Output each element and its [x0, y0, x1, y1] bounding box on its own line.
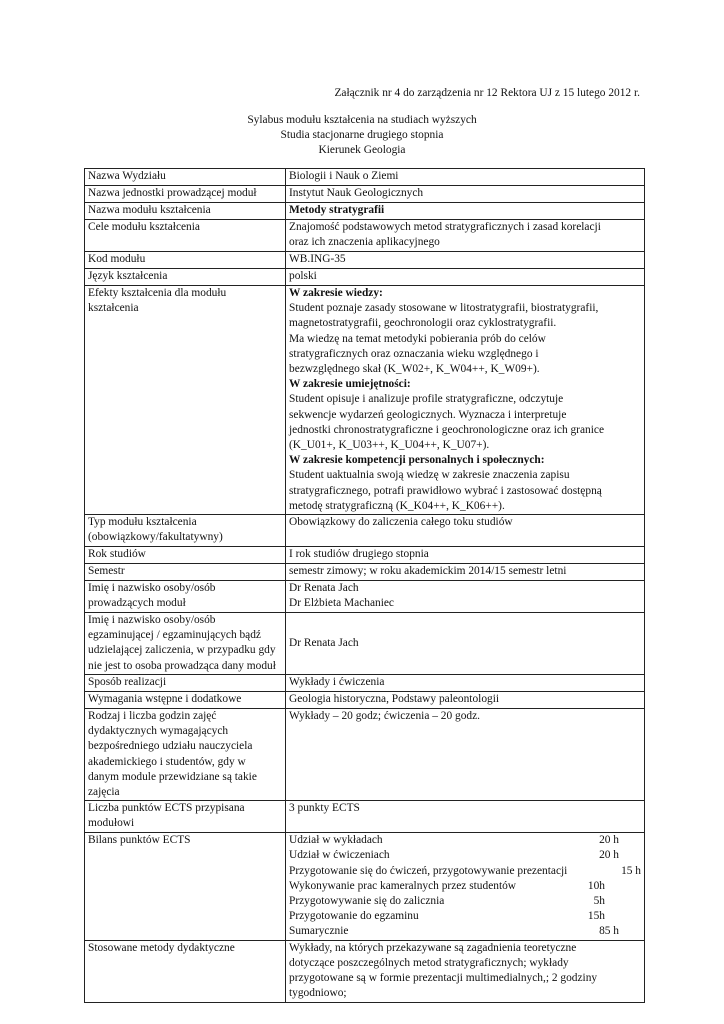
label-line: dydaktycznych wymagających: [88, 725, 229, 738]
row-label: Język kształcenia: [85, 269, 286, 286]
row-value: semestr zimowy; w roku akademickim 2014/15 semestr letni: [286, 564, 645, 581]
annex-note: Załącznik nr 4 do zarządzenia nr 12 Rektora UJ z 15 lutego 2012 r.: [334, 87, 640, 99]
row-label: Nazwa jednostki prowadzącej moduł: [85, 186, 286, 203]
table-row: [85, 203, 645, 220]
table-row: [85, 675, 645, 692]
table-row: [85, 547, 645, 564]
ects-item-name: Udział w wykładach: [289, 834, 383, 847]
ects-item-name: Przygotowanie się do ćwiczeń, przygotowywanie prezentacji: [289, 864, 568, 877]
row-value: [286, 940, 645, 1002]
row-value: Wykłady – 20 godz; ćwiczenia – 20 godz.: [286, 709, 645, 801]
table-row: [85, 940, 645, 1002]
value-line: Wykłady, na których przekazywane są zagadnienia teoretyczne: [289, 941, 577, 954]
row-value: polski: [286, 269, 645, 286]
value-line: Student uaktualnia swoją wiedzę w zakresie znaczenia zapisu: [289, 469, 570, 482]
heading-line: Kierunek Geologia: [318, 143, 406, 156]
label-line: udzielającej zaliczenia, w przypadku gdy: [88, 644, 276, 657]
ects-item-hours: 20 h: [599, 849, 619, 862]
row-label: Kod modułu: [85, 252, 286, 269]
value-line: stratygraficznego, potrafi prawidłowo wybrać i zastosować dostępną: [289, 484, 602, 497]
ects-item: [289, 909, 641, 924]
label-line: kształcenia: [88, 302, 139, 315]
label-line: zajęcia: [88, 786, 120, 799]
ects-item-name: Przygotowywanie się do zalicznia: [289, 895, 445, 908]
label-line: bezpośredniego udziału nauczyciela: [88, 740, 253, 753]
section-heading: W zakresie wiedzy:: [289, 287, 383, 299]
syllabus-table: [84, 168, 645, 1003]
value-line: przygotowane są w formie prezentacji multimedialnych,; 2 godziny: [289, 972, 598, 985]
ects-item-hours: 15h: [587, 910, 605, 923]
section-heading: W zakresie kompetencji personalnych i społecznych:: [289, 454, 545, 467]
heading-line: Sylabus modułu kształcenia na studiach wyższych: [247, 114, 477, 126]
document-heading: [0, 113, 724, 157]
learning-outcomes-value: [286, 286, 645, 515]
ects-item-hours: 20 h: [599, 834, 619, 847]
label-line: akademickiego i studentów, gdy w: [88, 755, 246, 768]
table-row: [85, 833, 645, 940]
label-line: egzaminującej / egzaminujących bądź: [88, 629, 261, 642]
label-line: Rodzaj i liczba godzin zajęć: [88, 710, 217, 723]
value-line: stratygraficznych oraz oznaczania wieku względnego i: [289, 347, 539, 360]
label-line: Liczba punktów ECTS przypisana: [88, 802, 245, 815]
row-label: [85, 709, 286, 801]
row-label: Rok studiów: [85, 547, 286, 564]
value-line: dotyczące poszczególnych metod stratygraficznych; wykłady: [289, 956, 569, 969]
section-heading: W zakresie umiejętności:: [289, 378, 411, 391]
row-label: Nazwa modułu kształcenia: [85, 203, 286, 220]
row-label: Nazwa Wydziału: [85, 169, 286, 186]
ects-item: [289, 864, 641, 879]
row-value: I rok studiów drugiego stopnia: [286, 547, 645, 564]
ects-item: [289, 894, 641, 909]
value-line: Dr Elżbieta Machaniec: [289, 597, 394, 610]
label-line: (obowiązkowy/fakultatywny): [88, 531, 223, 544]
module-name-value: Metody stratygrafii: [286, 203, 645, 220]
value-line: magnetostratygrafii, geochronologii oraz cyklostratygrafii.: [289, 317, 557, 330]
label-line: Imię i nazwisko osoby/osób: [88, 582, 216, 595]
ects-item-hours: 85 h: [599, 925, 619, 938]
table-row: [85, 169, 645, 186]
row-label: Bilans punktów ECTS: [85, 833, 286, 940]
table-row: [85, 709, 645, 801]
row-label: [85, 581, 286, 613]
table-row: [85, 692, 645, 709]
table-row: [85, 220, 645, 252]
row-value: Biologii i Nauk o Ziemi: [286, 169, 645, 186]
ects-item-hours: 5h: [593, 895, 605, 908]
row-label: Cele modułu kształcenia: [85, 220, 286, 252]
label-line: Imię i nazwisko osoby/osób: [88, 614, 216, 627]
table-row: [85, 515, 645, 547]
ects-item-name: Wykonywanie prac kameralnych przez studentów: [289, 879, 517, 892]
value-line: Ma wiedzę na temat metodyki pobierania prób do celów: [289, 332, 546, 345]
table-row: [85, 564, 645, 581]
table-row: [85, 613, 645, 675]
value-line: Student poznaje zasady stosowane w litostratygrafii, biostratygrafii,: [289, 302, 599, 315]
ects-balance-value: [286, 833, 645, 940]
heading-line: Studia stacjonarne drugiego stopnia: [280, 128, 444, 141]
ects-item: [289, 879, 641, 894]
label-line: danym module przewidziane są takie: [88, 770, 257, 783]
ects-item-hours: 15 h: [621, 864, 641, 877]
ects-item-name: Udział w ćwiczeniach: [289, 849, 390, 862]
value-line: Znajomość podstawowych metod stratygraficznych i zasad korelacji: [289, 221, 601, 233]
ects-item: [289, 833, 641, 848]
row-value: WB.ING-35: [286, 252, 645, 269]
value-line: metodę stratygraficzną (K_K04++, K_K06++).: [289, 499, 505, 512]
table-row: [85, 581, 645, 613]
value-line: bezwzględnego skał (K_W02+, K_W04++, K_W09+).: [289, 363, 540, 376]
row-label: [85, 286, 286, 515]
row-value: Obowiązkowy do zaliczenia całego toku studiów: [286, 515, 645, 547]
value-line: sekwencje wydarzeń geologicznych. Wyznacza i interpretuje: [289, 408, 567, 421]
row-label: Semestr: [85, 564, 286, 581]
table-row: [85, 286, 645, 515]
value-line: oraz ich znaczenia aplikacyjnego: [289, 236, 440, 249]
table-row: [85, 252, 645, 269]
row-label: Wymagania wstępne i dodatkowe: [85, 692, 286, 709]
table-row: [85, 269, 645, 286]
row-value: Geologia historyczna, Podstawy paleontologii: [286, 692, 645, 709]
ects-item-name: Sumarycznie: [289, 925, 349, 938]
row-value: Dr Renata Jach: [286, 613, 645, 675]
value-line: Student opisuje i analizuje profile stratygraficzne, odczytuje: [289, 393, 564, 406]
row-label: [85, 515, 286, 547]
row-label: [85, 613, 286, 675]
table-row: [85, 186, 645, 203]
row-value: Instytut Nauk Geologicznych: [286, 186, 645, 203]
label-line: prowadzących moduł: [88, 597, 186, 610]
label-line: nie jest to osoba prowadząca dany moduł: [88, 659, 276, 672]
value-line: Dr Renata Jach: [289, 582, 359, 595]
label-line: modułowi: [88, 817, 135, 830]
table-row: [85, 801, 645, 833]
ects-item-hours: 10h: [587, 879, 605, 892]
row-value: 3 punkty ECTS: [286, 801, 645, 833]
label-line: Efekty kształcenia dla modułu: [88, 287, 227, 299]
value-line: jednostki chronostratygraficzne i geochronologiczne oraz ich granice: [289, 423, 605, 436]
ects-item-name: Przygotowanie do egzaminu: [289, 910, 419, 923]
row-value: Wykłady i ćwiczenia: [286, 675, 645, 692]
label-line: Typ modułu kształcenia: [88, 516, 197, 529]
value-line: (K_U01+, K_U03++, K_U04++, K_U07+).: [289, 439, 490, 452]
value-line: tygodniowo;: [289, 987, 347, 1000]
ects-item: [289, 924, 641, 939]
row-label: Sposób realizacji: [85, 675, 286, 692]
ects-item: [289, 848, 641, 863]
row-label: [85, 801, 286, 833]
row-label: Stosowane metody dydaktyczne: [85, 940, 286, 1002]
row-value: [286, 581, 645, 613]
row-value: [286, 220, 645, 252]
